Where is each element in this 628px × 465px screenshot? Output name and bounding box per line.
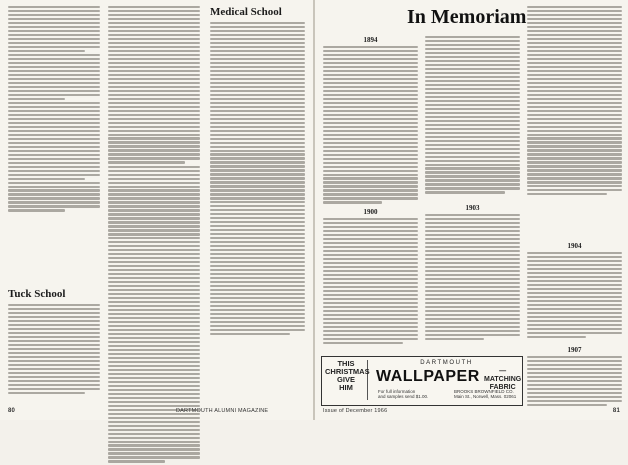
text-block xyxy=(8,6,100,100)
right-footer xyxy=(323,408,620,414)
left-col-2 xyxy=(108,6,200,465)
right-col-2 xyxy=(425,36,520,195)
ad-matching-fabric: —MATCHING FABRIC xyxy=(484,368,522,391)
year-heading: 1904 xyxy=(567,242,582,250)
magazine-name: DARTMOUTH ALUMNI MAGAZINE xyxy=(176,408,269,414)
ad-product: WALLPAPER xyxy=(376,368,480,385)
issue-date: Issue of December 1966 xyxy=(323,408,388,414)
year-heading: 1907 xyxy=(567,346,582,354)
left-footer xyxy=(8,408,305,414)
right-col-1-b xyxy=(323,218,418,346)
left-col-3 xyxy=(210,22,305,337)
ad-brand: DARTMOUTH xyxy=(420,360,473,366)
ad-address: BROOKS BROWNFIELD CO. Main St., Norwell, Mass. 02061 xyxy=(454,389,517,399)
ad-body xyxy=(374,360,522,400)
year-heading: 1894 xyxy=(363,36,378,44)
right-col-1 xyxy=(323,46,418,205)
section-heading-medical-school: Medical School xyxy=(210,6,282,18)
right-col-3 xyxy=(527,6,622,197)
text-block xyxy=(8,102,100,212)
year-heading: 1903 xyxy=(465,204,480,212)
page-number: 81 xyxy=(612,408,620,414)
page-number: 80 xyxy=(8,408,16,414)
right-col-3-c xyxy=(527,356,622,408)
year-heading: 1900 xyxy=(363,208,378,216)
wallpaper-advertisement xyxy=(321,356,523,406)
tuck-school-text xyxy=(8,304,100,396)
right-col-3-b xyxy=(527,252,622,340)
left-col-1 xyxy=(8,6,100,214)
in-memoriam-heading: In Memoriam xyxy=(407,6,527,28)
ad-note: For full information and samples send $1.00. xyxy=(378,389,429,399)
right-col-2-b xyxy=(425,214,520,342)
left-page xyxy=(0,0,313,420)
ad-tagline: THIS CHRISTMAS GIVE HIM xyxy=(325,360,368,400)
right-page xyxy=(315,0,628,420)
section-heading-tuck-school: Tuck School xyxy=(8,288,66,300)
